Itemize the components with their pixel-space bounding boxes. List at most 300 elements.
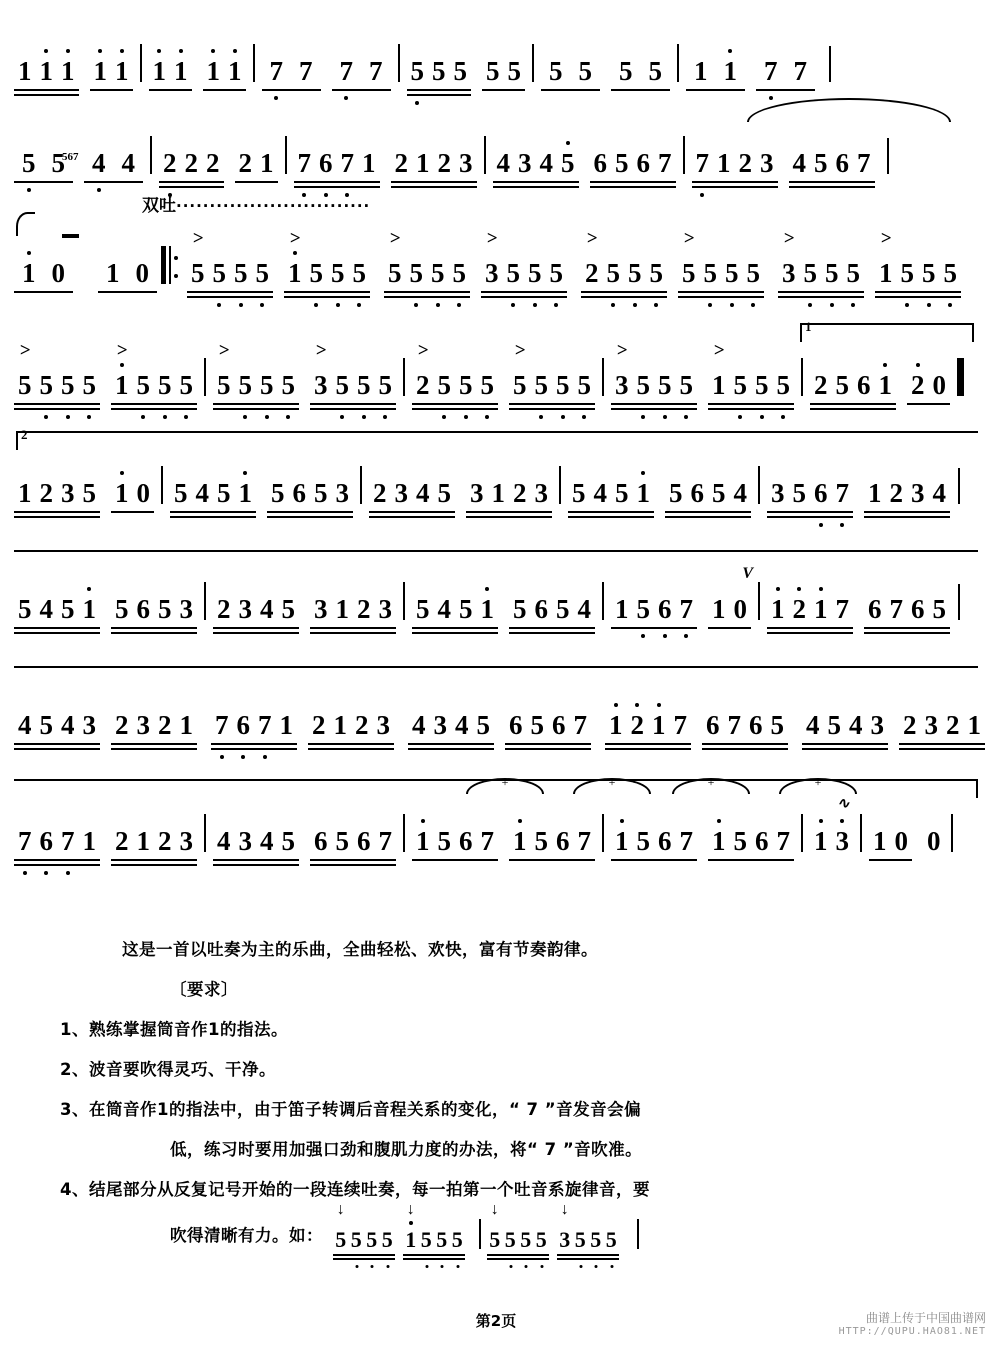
- beam-group: [84, 148, 143, 178]
- note: 3: [433, 710, 447, 740]
- note: 0: [932, 370, 946, 400]
- note: 3: [314, 594, 328, 624]
- barline: [758, 466, 760, 504]
- barline: [285, 136, 287, 174]
- note: 1: [648, 710, 670, 740]
- note: 2: [946, 710, 960, 740]
- beam-group: [203, 56, 246, 86]
- note: 4: [416, 478, 430, 508]
- note: 2: [206, 148, 220, 178]
- beam-group: [412, 340, 498, 400]
- note: 6: [911, 594, 925, 624]
- beam-group: [605, 710, 691, 740]
- note: 7: [832, 478, 854, 508]
- barline: [204, 582, 206, 620]
- note: 6: [654, 594, 676, 624]
- note: 4: [260, 826, 274, 856]
- note: 7: [776, 826, 790, 856]
- note: 5: [477, 370, 499, 400]
- beam-group: [482, 56, 525, 86]
- beam-group: [14, 826, 100, 856]
- beam-group: [369, 478, 455, 508]
- note: 1: [491, 478, 505, 508]
- page-number: 第2页: [475, 1312, 517, 1330]
- measure: [412, 340, 595, 400]
- note: 5: [380, 1228, 396, 1252]
- note: 5: [453, 56, 467, 86]
- accent-mark: >: [683, 228, 695, 249]
- beam-group: [692, 148, 778, 178]
- note: 3: [394, 478, 408, 508]
- note: 0: [894, 826, 908, 856]
- item-separator: 、: [71, 1100, 89, 1119]
- beam-group: [611, 826, 697, 856]
- note: 3: [924, 710, 938, 740]
- note: 1: [106, 258, 120, 288]
- note: 7: [658, 148, 672, 178]
- beam-group: [111, 478, 154, 508]
- note: 1: [412, 826, 434, 856]
- beam-group: [802, 710, 888, 740]
- note: 5: [730, 370, 752, 400]
- note: 7: [727, 710, 741, 740]
- score-row-3: [0, 151, 992, 288]
- note: 5: [434, 370, 456, 400]
- note: 1: [611, 826, 633, 856]
- note: 5: [176, 370, 198, 400]
- note: 6: [292, 478, 306, 508]
- accent-mark: >: [514, 340, 526, 361]
- note: 6: [755, 826, 769, 856]
- beam-group: [213, 594, 299, 624]
- note: 5: [770, 710, 784, 740]
- note: 5: [546, 258, 568, 288]
- note: 5: [792, 478, 806, 508]
- note: 3: [378, 594, 392, 624]
- beam-group: [412, 826, 498, 856]
- note: 1: [416, 148, 430, 178]
- beam-group: [90, 56, 133, 86]
- note: 0: [135, 258, 149, 288]
- note: 2: [513, 478, 527, 508]
- requirement-item-4-cont: [60, 1201, 932, 1262]
- note: 2: [184, 148, 198, 178]
- note: 4: [849, 710, 863, 740]
- note: 4: [39, 594, 53, 624]
- note: 5: [897, 258, 919, 288]
- barline: [204, 814, 206, 852]
- beam-group: [869, 826, 912, 856]
- beam-group: [310, 826, 396, 856]
- barline: [403, 814, 405, 852]
- slur-tick: +: [814, 775, 822, 789]
- beam-group: [211, 710, 297, 740]
- note: 7: [294, 148, 316, 178]
- measure: [493, 148, 676, 178]
- note: ↓ 5: [489, 1201, 501, 1252]
- requirement-item-3: [60, 1090, 932, 1130]
- note: 1: [694, 56, 708, 86]
- beam-group: [14, 258, 73, 288]
- accent-mark: >: [616, 340, 628, 361]
- note: 5: [449, 258, 471, 288]
- note: 1: [235, 478, 257, 508]
- beam-group: [412, 594, 498, 624]
- note: 3: [238, 826, 252, 856]
- note: 7: [369, 56, 383, 86]
- note: 2: [217, 594, 231, 624]
- barline: [140, 44, 142, 82]
- note: 2: [39, 478, 53, 508]
- note: 1: [509, 826, 531, 856]
- note: 2: [115, 710, 129, 740]
- note: 1: [873, 826, 887, 856]
- barline: [398, 44, 400, 82]
- note: 4: [733, 478, 747, 508]
- barline: [253, 44, 255, 82]
- note: 3: [534, 478, 548, 508]
- repeat-start: [161, 246, 171, 284]
- beam-group: [509, 594, 595, 624]
- note: 6: [658, 826, 672, 856]
- requirement-item-3-cont: 低，练习时要用加强口劲和腹肌力度的办法，将“ 7 ”音吹准。: [170, 1140, 643, 1159]
- item-text-line1: 结尾部分从反复记号开始的一段连续吐奏，每一拍第一个吐音系旋律音，要: [88, 1180, 650, 1199]
- beam-group: [541, 56, 600, 86]
- note: 5: [513, 594, 527, 624]
- note: 5: [507, 56, 521, 86]
- score-row-1: [0, 0, 992, 86]
- note: 5: [349, 258, 371, 288]
- note: 5: [271, 478, 285, 508]
- beam-group: [308, 710, 394, 740]
- note: 7: [793, 56, 807, 86]
- note: 1: [767, 594, 789, 624]
- note: 4: [217, 826, 231, 856]
- beam-group: [333, 1201, 395, 1252]
- beam-group: [159, 148, 224, 178]
- beam-group: [708, 826, 794, 856]
- measure: [605, 710, 788, 740]
- note: 5: [619, 56, 633, 86]
- note: 5: [654, 370, 676, 400]
- requirement-item-1: [60, 1010, 932, 1050]
- note: 5: [252, 258, 274, 288]
- beam-group: [267, 478, 353, 508]
- barline: [161, 466, 163, 504]
- note: 5: [676, 370, 698, 400]
- note: 1: [179, 710, 193, 740]
- note: 5: [281, 594, 295, 624]
- note: 5: [455, 370, 477, 400]
- barline: [403, 358, 405, 396]
- barline: [958, 584, 960, 620]
- note: > 1: [712, 340, 726, 400]
- note: 5: [278, 370, 300, 400]
- barline: [683, 136, 685, 174]
- note: 3: [61, 478, 75, 508]
- note: 6: [136, 594, 150, 624]
- barline: [602, 358, 604, 396]
- arrow-icon: ↓: [336, 1201, 346, 1218]
- note: 5: [556, 594, 570, 624]
- note: 5: [557, 148, 579, 178]
- note: 1: [203, 56, 225, 86]
- trill-mark: ∿: [836, 796, 848, 812]
- note: 4: [539, 148, 553, 178]
- accent-mark: >: [417, 340, 429, 361]
- item-text-line1: 在筒音作1的指法中，由于笛子转调后音程关系的变化，“ 7 ”音发音会偏: [88, 1100, 642, 1119]
- note: 5: [281, 826, 295, 856]
- note: 5: [531, 370, 553, 400]
- note: 6: [556, 826, 570, 856]
- note: 5: [573, 1228, 589, 1252]
- note: 2: [394, 148, 408, 178]
- item-number: 4: [60, 1180, 72, 1199]
- measure: [407, 56, 526, 86]
- technique-dots: ·····························: [176, 197, 371, 215]
- note: 5: [572, 478, 586, 508]
- note: > 2: [585, 228, 599, 288]
- note: 5: [432, 56, 446, 86]
- note: 1: [18, 478, 32, 508]
- note: 5: [534, 826, 548, 856]
- note: 1: [111, 56, 133, 86]
- note: 5: [235, 370, 257, 400]
- score-row-5: [0, 400, 992, 508]
- barline: [204, 358, 206, 396]
- ending-continuation-line: [14, 550, 978, 552]
- note: 5: [843, 258, 865, 288]
- note: > 3: [782, 228, 796, 288]
- note: 4: [496, 148, 510, 178]
- score-row-4: [0, 288, 992, 400]
- requirement-item-2: [60, 1050, 932, 1090]
- arrow-icon: ↓: [560, 1201, 570, 1218]
- note: 5: [256, 370, 278, 400]
- final-barline: [951, 814, 953, 852]
- note: 4: [195, 478, 209, 508]
- item-number: 2: [60, 1060, 72, 1079]
- note: 2: [158, 826, 172, 856]
- note: 5: [814, 148, 828, 178]
- note: 5: [518, 1228, 534, 1252]
- note: 4: [437, 594, 451, 624]
- note: 1: [716, 56, 746, 86]
- note: 5: [503, 1228, 519, 1252]
- measure: [14, 594, 197, 624]
- note: 5: [154, 370, 176, 400]
- note: 7: [692, 148, 714, 178]
- note: 2: [357, 594, 371, 624]
- note: 1: [224, 56, 246, 86]
- note: 5: [349, 1228, 365, 1252]
- note: 5: [353, 370, 375, 400]
- watermark: [839, 1312, 986, 1338]
- beam-group: [111, 340, 197, 400]
- beam-group: [111, 710, 197, 740]
- measure: [412, 594, 595, 624]
- beam-group: [493, 148, 579, 178]
- beam-group: [708, 340, 794, 400]
- barline: [801, 814, 803, 852]
- note: 4: [84, 148, 114, 178]
- note: 2: [738, 148, 752, 178]
- breath-mark: V: [742, 565, 754, 582]
- barline: [602, 582, 604, 620]
- note: 4: [18, 710, 32, 740]
- note: 6: [690, 478, 704, 508]
- note: 5: [646, 258, 668, 288]
- note: 5: [406, 258, 428, 288]
- note: 4: [260, 594, 274, 624]
- measure: [692, 148, 875, 178]
- note: 2: [903, 710, 917, 740]
- beam-group: [284, 228, 370, 288]
- item-number: 1: [60, 1020, 72, 1039]
- repeat-end: [954, 358, 964, 396]
- note: 5: [306, 258, 328, 288]
- technique-label: [142, 191, 370, 216]
- note: 2: [238, 148, 252, 178]
- note: ↓ 5: [335, 1201, 347, 1252]
- beam-group: [310, 594, 396, 624]
- barline: [637, 1219, 639, 1249]
- beam-group: [187, 228, 273, 288]
- beam-group: [875, 228, 961, 288]
- barline: [532, 44, 534, 82]
- note: 3: [376, 710, 390, 740]
- beam-group: [14, 56, 79, 86]
- beam-group: [391, 148, 477, 178]
- note: 2: [627, 710, 649, 740]
- example-notation: [333, 1201, 645, 1252]
- note: 1: [111, 478, 133, 508]
- note: 5: [534, 1228, 550, 1252]
- measure: [14, 258, 157, 288]
- note: 5: [932, 594, 946, 624]
- note: 5: [115, 594, 129, 624]
- arrow-icon: ↓: [490, 1201, 500, 1218]
- beam-group: [810, 796, 853, 856]
- note: 5: [821, 258, 843, 288]
- note: 5: [530, 710, 544, 740]
- note: 7: [835, 594, 849, 624]
- beam-group: [111, 594, 197, 624]
- beam-group: [407, 56, 472, 86]
- note: 0: [51, 258, 65, 288]
- beam-group: [505, 710, 591, 740]
- measure: [767, 478, 950, 508]
- note: 5: [648, 56, 662, 86]
- accent-mark: >: [389, 228, 401, 249]
- note: 1: [810, 594, 832, 624]
- note: 1: [605, 710, 627, 740]
- note: 5: [615, 148, 629, 178]
- note: 3: [470, 478, 484, 508]
- note: 7: [262, 56, 292, 86]
- beam-group: [611, 56, 670, 86]
- note: 3: [911, 478, 925, 508]
- note: 6: [509, 710, 523, 740]
- beam-group: [403, 1201, 465, 1252]
- barline: [887, 138, 889, 174]
- note: 6: [868, 594, 882, 624]
- measure: [581, 228, 764, 288]
- measure: [611, 565, 754, 624]
- note: 5: [940, 258, 962, 288]
- note: 4: [455, 710, 469, 740]
- note: 2: [373, 478, 387, 508]
- note: 2: [889, 478, 903, 508]
- note: 7: [57, 826, 79, 856]
- note: > 1: [288, 228, 302, 288]
- note: 1: [333, 710, 347, 740]
- score-row-7: [0, 624, 992, 740]
- note: 7: [889, 594, 903, 624]
- accent-mark: >: [713, 340, 725, 361]
- beam-group: [487, 1201, 549, 1252]
- slur-tick: +: [707, 775, 715, 789]
- note: 5: [603, 258, 625, 288]
- note: 7: [679, 826, 693, 856]
- note: 6: [835, 148, 849, 178]
- second-ending-bracket: [16, 427, 978, 450]
- note: 1: [810, 826, 832, 856]
- note: 3: [82, 710, 96, 740]
- note: 5: [549, 56, 563, 86]
- beam-group: [235, 148, 278, 178]
- barline: [677, 44, 679, 82]
- beam-group: [611, 594, 697, 624]
- note: > 5: [191, 228, 205, 288]
- barline: [150, 136, 152, 174]
- note: 4: [792, 148, 806, 178]
- note: 3: [335, 478, 349, 508]
- measure: [211, 710, 394, 740]
- note: 7: [332, 56, 362, 86]
- note: 5: [51, 148, 65, 178]
- beam-group: [408, 710, 494, 740]
- beam-group: [702, 710, 788, 740]
- note: 5: [375, 370, 397, 400]
- note: 5: [604, 1228, 620, 1252]
- note: 5: [327, 258, 349, 288]
- item-separator: 、: [71, 1060, 89, 1079]
- beam-group: [310, 340, 396, 400]
- barline: [860, 814, 862, 852]
- note: 5: [217, 478, 231, 508]
- note: 5: [419, 1228, 435, 1252]
- note: 3: [179, 826, 193, 856]
- beam-group: [590, 148, 676, 178]
- note: 3: [179, 594, 193, 624]
- accent-mark: >: [586, 228, 598, 249]
- note: 3: [459, 148, 473, 178]
- beam-group: [14, 478, 100, 508]
- beam-group: [678, 228, 764, 288]
- note: 5: [636, 826, 650, 856]
- example-lead-in: 吹得清晰有力。如：: [170, 1226, 323, 1245]
- beam-group: [384, 228, 470, 288]
- note: 5: [773, 370, 795, 400]
- beam-group: [778, 228, 864, 288]
- note: 1: [477, 594, 499, 624]
- barline: [958, 468, 960, 504]
- beam-group: [509, 826, 595, 856]
- beam-group: [481, 228, 567, 288]
- barline: [479, 1219, 481, 1249]
- note: 6: [706, 710, 720, 740]
